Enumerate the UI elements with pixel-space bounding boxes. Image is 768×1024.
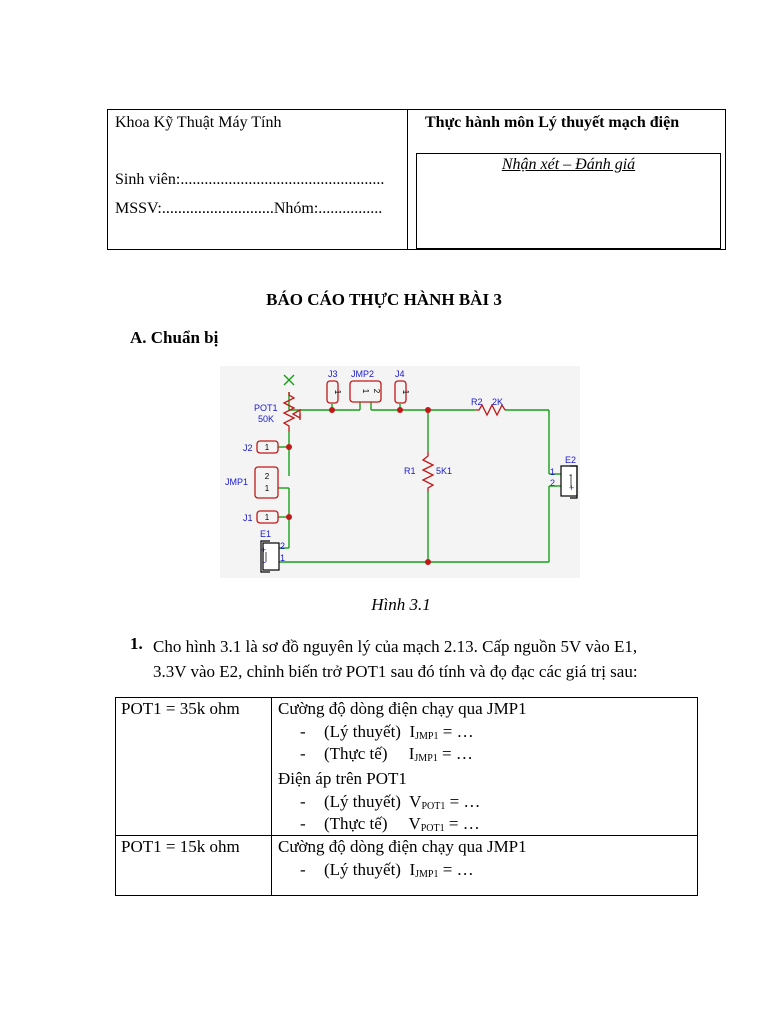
e2-pin2: 2 [550, 478, 556, 488]
r2-value: 2K [492, 397, 504, 407]
row1-voltage-practice: - (Thực tế) $V_{POT1}$ = … [300, 814, 480, 834]
j2-pin: 1 [264, 443, 270, 452]
question-text [153, 634, 713, 684]
e2-plus: + [569, 483, 575, 493]
e1-pin1: 1 [280, 553, 286, 563]
j1-label: J1 [243, 513, 253, 523]
e2-pin1: 1 [550, 467, 556, 477]
row2-current-theory: - (Lý thuyết) $I_{JMP1}$ = … [300, 860, 474, 880]
row1-current-heading: Cường độ dòng điện chạy qua JMP1 [278, 699, 527, 718]
j1-pin: 1 [264, 513, 270, 522]
row1-voltage-heading: Điện áp trên POT1 [278, 769, 407, 788]
circuit-diagram [220, 366, 580, 578]
j2-label: J2 [243, 443, 253, 453]
j4-pin: 1 [401, 389, 410, 395]
row1-current-practice: - (Thực tế) $I_{JMP1}$ = … [300, 744, 473, 764]
e1-pin2: 2 [280, 541, 286, 551]
row1-current-theory: - (Lý thuyết) $I_{JMP1}$ = … [300, 722, 474, 742]
student-name-line: Sinh viên:................................................... [115, 171, 385, 188]
j4-label: J4 [395, 369, 405, 379]
evaluation-title: Nhận xét – Đánh giá [501, 156, 636, 173]
r2-label: R2 [471, 397, 483, 407]
pot1-value: 50K [258, 414, 275, 424]
row1-label: POT1 = 35k ohm [121, 699, 240, 718]
jmp2-pin2: 2 [372, 388, 381, 394]
table-row-divider [116, 835, 697, 836]
r1-label: R1 [404, 466, 416, 476]
header-table [107, 109, 726, 250]
question-line-2: 3.3V vào E2, chỉnh biến trở POT1 sau đó tính và đọ đạc các giá trị sau: [153, 662, 638, 681]
question-line-1: Cho hình 3.1 là sơ đồ nguyên lý của mạch 2.13. Cấp nguồn 5V vào E1, [153, 637, 638, 656]
e1-plus: + [261, 545, 267, 555]
e1-label: E1 [260, 529, 272, 539]
jmp1-pin1: 1 [264, 484, 270, 493]
faculty-name: Khoa Kỹ Thuật Máy Tính [115, 114, 282, 131]
r1-value: 5K1 [436, 466, 453, 476]
figure-caption: Hình 3.1 [371, 595, 431, 614]
jmp1-pin2: 2 [264, 472, 270, 481]
course-title: Thực hành môn Lý thuyết mạch điện [425, 114, 680, 131]
jmp1-label: JMP1 [225, 477, 249, 487]
header-divider [407, 110, 408, 249]
jmp2-pin1: 1 [361, 388, 370, 394]
measurement-table [115, 697, 698, 896]
jmp2-label: JMP2 [351, 369, 375, 379]
e1-minus: - [263, 557, 266, 567]
evaluation-box [416, 153, 721, 249]
question-number: 1. [130, 634, 143, 653]
e2-label: E2 [565, 455, 577, 465]
row2-current-heading: Cường độ dòng điện chạy qua JMP1 [278, 837, 527, 856]
e2-minus: - [569, 470, 572, 480]
section-a-heading: A. Chuẩn bị [130, 328, 219, 347]
table-column-divider [271, 698, 272, 895]
row1-voltage-theory: - (Lý thuyết) $V_{POT1}$ = … [300, 792, 481, 812]
j3-label: J3 [328, 369, 338, 379]
report-title: BÁO CÁO THỰC HÀNH BÀI 3 [266, 290, 502, 309]
j3-pin: 1 [333, 389, 342, 395]
student-id-group-line: MSSV:............................Nhóm:................ [115, 200, 383, 217]
row2-label: POT1 = 15k ohm [121, 837, 240, 856]
pot1-label: POT1 [254, 403, 278, 413]
